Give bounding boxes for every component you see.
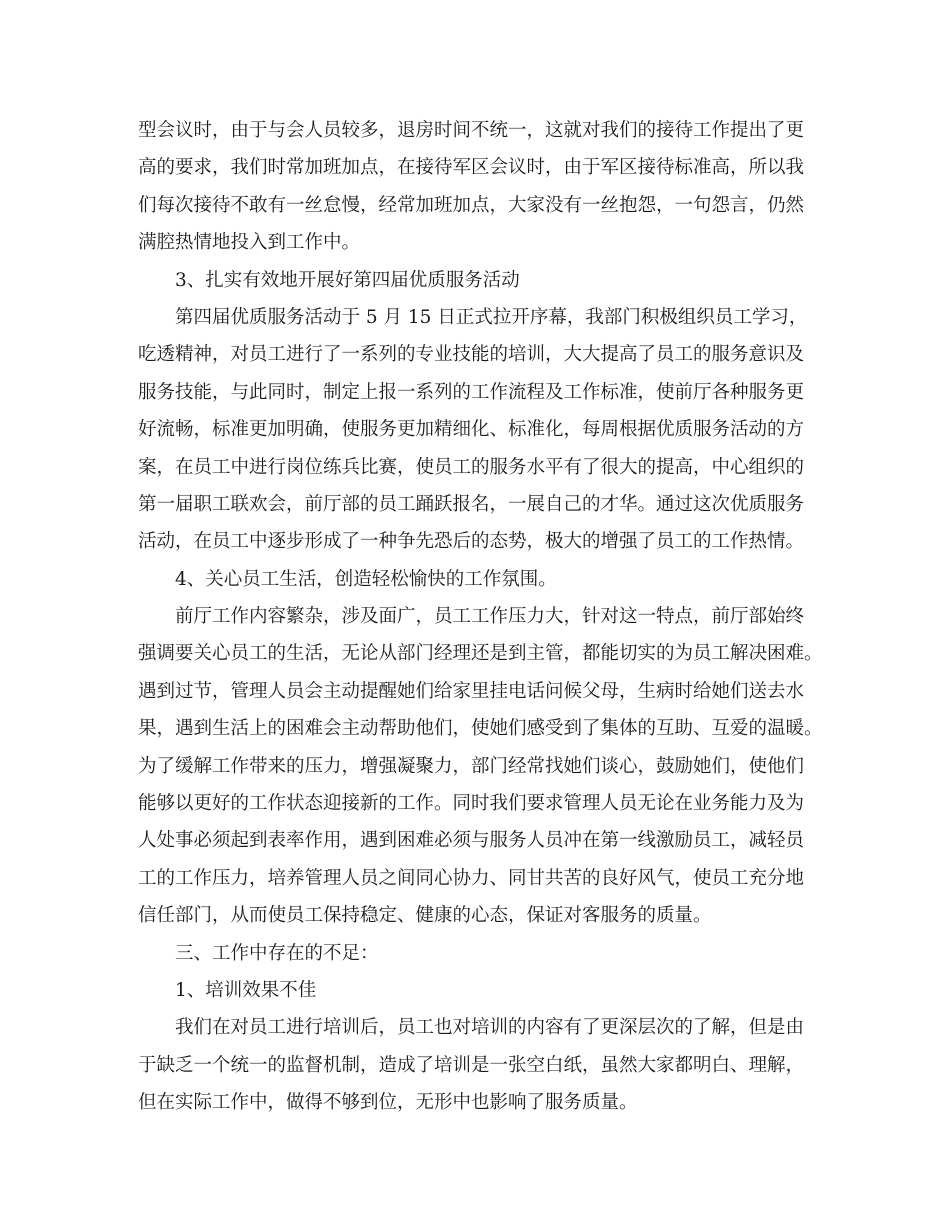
text-line: 好流畅，标准更加明确，使服务更加精细化、标准化，每周根据优质服务活动的方 bbox=[138, 419, 805, 441]
text-line: 1、培训效果不佳 bbox=[175, 979, 317, 1001]
text-line: 活动，在员工中逐步形成了一种争先恐后的态势，极大的增强了员工的工作热情。 bbox=[138, 531, 805, 553]
text-line: 高的要求，我们时常加班加点，在接待军区会议时，由于军区接待标准高，所以我 bbox=[138, 157, 805, 179]
text-line: 前厅工作内容繁杂，涉及面广，员工工作压力大，针对这一特点，前厅部始终 bbox=[175, 606, 805, 628]
text-line: 我们在对员工进行培训后，员工也对培训的内容有了更深层次的了解，但是由 bbox=[175, 1017, 805, 1039]
text-line: 案，在员工中进行岗位练兵比赛，使员工的服务水平有了很大的提高，中心组织的 bbox=[138, 456, 805, 478]
text-line: 为了缓解工作带来的压力，增强凝聚力，部门经常找她们谈心，鼓励她们，使他们 bbox=[138, 755, 805, 777]
text-line: 4、关心员工生活，创造轻松愉快的工作氛围。 bbox=[175, 568, 557, 590]
text-line: 于缺乏一个统一的监督机制，造成了培训是一张空白纸，虽然大家都明白、理解， bbox=[138, 1054, 805, 1076]
text-line: 第一届职工联欢会，前厅部的员工踊跃报名，一展自己的才华。通过这次优质服务 bbox=[138, 493, 805, 515]
text-line: 工的工作压力，培养管理人员之间同心协力、同甘共苦的良好风气，使员工充分地 bbox=[138, 867, 805, 889]
text-line: 满腔热情地投入到工作中。 bbox=[138, 232, 361, 254]
text-line: 遇到过节，管理人员会主动提醒她们给家里挂电话问候父母，生病时给她们送去水 bbox=[138, 680, 805, 702]
text-line: 果，遇到生活上的困难会主动帮助他们，使她们感受到了集体的互助、互爱的温暖。 bbox=[138, 718, 823, 740]
text-line: 人处事必须起到表率作用，遇到困难必须与服务人员冲在第一线激励员工，减轻员 bbox=[138, 830, 805, 852]
text-line: 3、扎实有效地开展好第四届优质服务活动 bbox=[175, 269, 520, 291]
text-line: 吃透精神，对员工进行了一系列的专业技能的培训，大大提高了员工的服务意识及 bbox=[138, 344, 805, 366]
text-line: 型会议时，由于与会人员较多，退房时间不统一，这就对我们的接待工作提出了更 bbox=[138, 120, 805, 141]
text-line: 服务技能，与此同时，制定上报一系列的工作流程及工作标准，使前厅各种服务更 bbox=[138, 381, 805, 403]
document-body bbox=[138, 112, 828, 1122]
text-line: 信任部门，从而使员工保持稳定、健康的心态，保证对客服务的质量。 bbox=[138, 905, 712, 927]
text-line: 们每次接待不敢有一丝怠慢，经常加班加点，大家没有一丝抱怨，一句怨言，仍然 bbox=[138, 194, 805, 216]
text-line: 但在实际工作中，做得不够到位，无形中也影响了服务质量。 bbox=[138, 1092, 638, 1114]
text-line: 三、工作中存在的不足： bbox=[175, 942, 379, 964]
text-line: 能够以更好的工作状态迎接新的工作。同时我们要求管理人员无论在业务能力及为 bbox=[138, 793, 805, 815]
text-line: 强调要关心员工的生活，无论从部门经理还是到主管，都能切实的为员工解决困难。 bbox=[138, 643, 823, 665]
text-line: 第四届优质服务活动于 5 月 15 日正式拉开序幕，我部门积极组织员工学习， bbox=[175, 306, 808, 328]
